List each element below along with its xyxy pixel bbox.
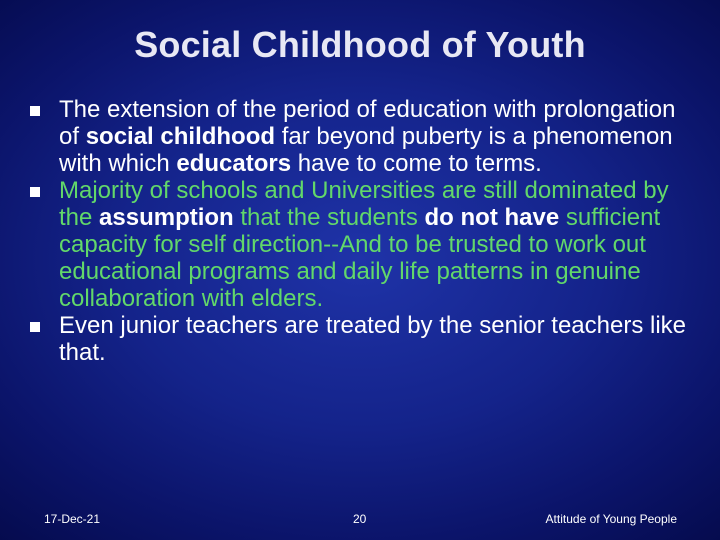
bullet-list — [30, 96, 700, 366]
text-segment: sufficient capacity for self direction--And to be trusted to work out educational programs and daily life patterns in genuine collaboration with elders. — [59, 204, 661, 312]
square-bullet-icon — [30, 322, 40, 332]
slide-title: Social Childhood of Youth — [134, 24, 586, 65]
square-bullet-icon — [30, 106, 40, 116]
text-segment: The extension of the period of education with prolongation of — [59, 96, 676, 150]
footer-date: 17-Dec-21 — [44, 512, 101, 526]
text-segment: educators — [176, 150, 292, 177]
bullet-item — [30, 96, 700, 177]
text-segment: that the students — [233, 204, 425, 231]
text-segment: Even junior teachers are treated by the senior teachers like that. — [59, 312, 687, 366]
bullet-item — [30, 177, 700, 312]
footer-deck-title: Attitude of Young People — [545, 512, 677, 526]
text-segment: do not have — [424, 204, 560, 231]
text-segment: Majority of schools and Universities are still dominated by the — [59, 177, 669, 231]
bullet-item — [30, 312, 700, 366]
text-segment: assumption — [99, 204, 234, 231]
text-segment: far beyond puberty is a phenomenon with which — [59, 123, 673, 177]
text-segment: social childhood — [85, 123, 276, 150]
text-segment: have to come to terms. — [291, 150, 542, 177]
square-bullet-icon — [30, 187, 40, 197]
footer-page-number: 20 — [353, 512, 367, 526]
